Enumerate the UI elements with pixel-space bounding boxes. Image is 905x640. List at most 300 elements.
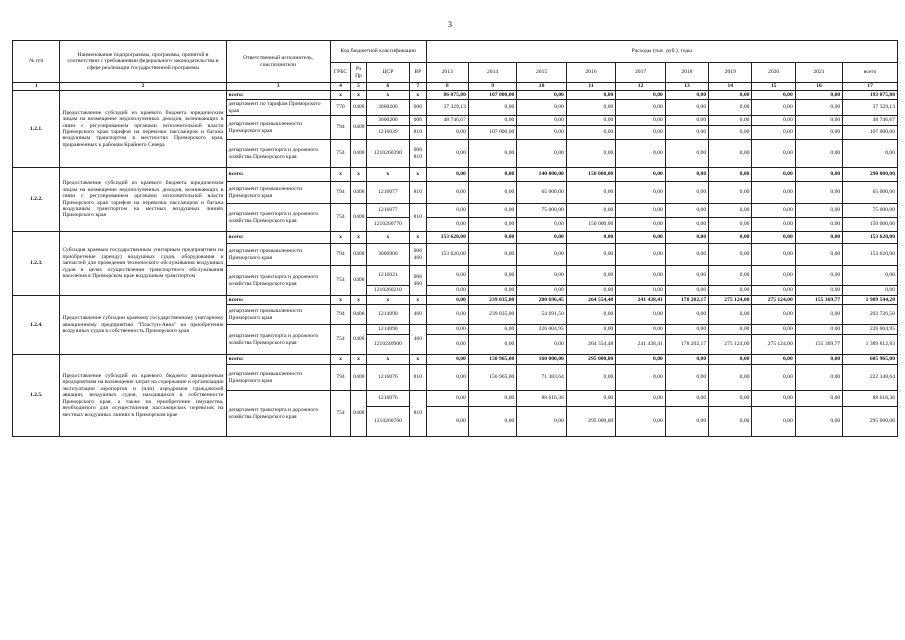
vr-cell: 006 810 — [410, 140, 427, 168]
amount-cell: 0,00 — [795, 126, 842, 140]
amount-cell: 0,00 — [426, 407, 468, 437]
amount-cell: 264 554,48 — [566, 296, 616, 305]
amount-cell: 150 965,00 — [468, 365, 516, 391]
grbs-cell: 794 — [330, 365, 351, 391]
amount-cell: 0,00 — [468, 140, 516, 168]
amount-cell: 0,00 — [426, 286, 468, 296]
amount-cell: 75 000,00 — [517, 204, 567, 218]
amount-cell: 0,00 — [566, 305, 616, 325]
vr-cell: 810 — [410, 204, 427, 232]
csr-cell: х — [366, 91, 409, 100]
amount-cell: 48 746,67 — [843, 116, 898, 126]
amount-cell: 0,00 — [517, 140, 567, 168]
rzpr-cell: х — [351, 232, 366, 244]
rzpr-cell: 0408 — [351, 204, 366, 232]
amount-cell: 0,00 — [795, 365, 842, 391]
rzpr-cell: 0408 — [351, 305, 366, 325]
amount-cell: 193 075,80 — [843, 91, 898, 100]
amount-cell: 48 746,67 — [426, 116, 468, 126]
amount-cell: 0,00 — [665, 232, 708, 244]
amount-cell: 0,00 — [616, 305, 666, 325]
grbs-cell: х — [330, 296, 351, 305]
rzpr-cell: 0408 — [351, 365, 366, 391]
header-year-col: 2018 — [665, 63, 708, 83]
amount-cell: 0,00 — [752, 140, 795, 168]
amount-cell: 0,00 — [616, 182, 666, 204]
column-index-cell: 14 — [709, 83, 752, 91]
amount-cell: 1 909 544,28 — [843, 296, 898, 305]
amount-cell: 275 124,00 — [752, 296, 795, 305]
amount-cell: 0,00 — [665, 168, 708, 182]
header-year-col: всего — [843, 63, 898, 83]
amount-cell: 0,00 — [843, 286, 898, 296]
column-index-cell: 11 — [566, 83, 616, 91]
amount-cell: 0,00 — [752, 407, 795, 437]
amount-cell: 0,00 — [468, 266, 516, 286]
amount-cell: 295 000,00 — [843, 407, 898, 437]
amount-cell: 0,00 — [665, 391, 708, 407]
amount-cell: 0,00 — [517, 407, 567, 437]
amount-cell: 0,00 — [665, 286, 708, 296]
amount-cell: 0,00 — [843, 266, 898, 286]
amount-cell: 150 000,00 — [566, 168, 616, 182]
amount-cell: 71 383,64 — [517, 365, 567, 391]
amount-cell: 0,00 — [566, 286, 616, 296]
rzpr-cell: 0408 — [351, 116, 366, 140]
amount-cell: 0,00 — [468, 335, 516, 355]
header-name: Наименование подпрограммы, программы, принятой в соответствии с требованиями федерального законодательства в сфере реализации государственной программы — [60, 41, 226, 83]
amount-cell: 0,00 — [795, 305, 842, 325]
amount-cell: 0,00 — [795, 232, 842, 244]
csr-cell: 1216021 — [366, 266, 409, 286]
csr-cell: 3000200 — [366, 116, 409, 126]
amount-cell: 86 075,80 — [426, 91, 468, 100]
executor-cell: департамент транспорта и дорожного хозяйства Приморского края — [226, 391, 330, 437]
grbs-cell: 794 — [330, 116, 351, 140]
rzpr-cell: х — [351, 91, 366, 100]
vr-cell: х — [410, 296, 427, 305]
amount-cell: 0,00 — [709, 365, 752, 391]
vr-cell: х — [410, 168, 427, 182]
rzpr-cell: 0408 — [351, 100, 366, 116]
section-name: Предоставление субсидий из краевого бюджета юридическим лицам на возмещение недополученных доходов, возникающих в связи с регулированием органами исполнительной власти Приморского края тарифов на перевозки пассажиров и багажа воздушным транспортом в местностях Приморского края, приравненных к районам Крайнего Севера — [60, 91, 226, 168]
grbs-cell: 754 — [330, 325, 351, 355]
vr-cell: 006 — [410, 100, 427, 116]
executor-cell: департамент промышленности Приморского края — [226, 244, 330, 266]
grbs-cell: 754 — [330, 391, 351, 437]
amount-cell: 0,00 — [468, 244, 516, 266]
rzpr-cell: х — [351, 168, 366, 182]
table-row — [13, 91, 898, 100]
rzpr-cell: х — [351, 296, 366, 305]
amount-cell: 0,00 — [426, 325, 468, 335]
amount-cell: 0,00 — [709, 116, 752, 126]
amount-cell: 0,00 — [566, 140, 616, 168]
header-year-col: 2020 — [752, 63, 795, 83]
column-index-cell: 4 — [330, 83, 351, 91]
amount-cell: 0,00 — [709, 91, 752, 100]
amount-cell: 295 000,00 — [566, 355, 616, 365]
amount-cell: 160 000,00 — [517, 355, 567, 365]
executor-cell: департамент промышленности Приморского края — [226, 365, 330, 391]
amount-cell: 0,00 — [665, 204, 708, 218]
csr-cell: 1214090 — [366, 305, 409, 325]
amount-cell: 0,00 — [616, 266, 666, 286]
amount-cell: 0,00 — [752, 325, 795, 335]
amount-cell: 0,00 — [843, 140, 898, 168]
amount-cell: 0,00 — [795, 204, 842, 218]
amount-cell: 0,00 — [752, 365, 795, 391]
amount-cell: 0,00 — [616, 204, 666, 218]
csr-cell: 1210260770 — [366, 218, 409, 232]
amount-cell: 0,00 — [752, 305, 795, 325]
amount-cell: 0,00 — [752, 116, 795, 126]
amount-cell: 0,00 — [566, 204, 616, 218]
amount-cell: 0,00 — [795, 391, 842, 407]
amount-cell: 0,00 — [426, 182, 468, 204]
column-index-cell: 7 — [410, 83, 427, 91]
vr-cell: х — [410, 355, 427, 365]
amount-cell: 0,00 — [616, 325, 666, 335]
amount-cell: 0,00 — [616, 116, 666, 126]
amount-cell: 0,00 — [517, 232, 567, 244]
amount-cell: 0,00 — [616, 140, 666, 168]
amount-cell: 264 554,48 — [566, 335, 616, 355]
grbs-cell: х — [330, 91, 351, 100]
grbs-cell: х — [330, 168, 351, 182]
amount-cell: 0,00 — [709, 244, 752, 266]
amount-cell: 1 389 812,83 — [843, 335, 898, 355]
vr-cell: 460 — [410, 325, 427, 355]
amount-cell: 107 000,00 — [843, 126, 898, 140]
column-index-row — [13, 83, 898, 91]
rzpr-cell: 0408 — [351, 266, 366, 296]
amount-cell: 0,00 — [566, 365, 616, 391]
amount-cell: 0,00 — [709, 182, 752, 204]
header-executor: Ответственный исполнитель, соисполнители — [226, 41, 330, 83]
amount-cell: 0,00 — [566, 116, 616, 126]
amount-cell: 0,00 — [426, 296, 468, 305]
vr-cell: 006 — [410, 116, 427, 126]
amount-cell: 0,00 — [616, 355, 666, 365]
amount-cell: 275 124,00 — [752, 335, 795, 355]
executor-cell: всего: — [226, 232, 330, 244]
amount-cell: 107 000,00 — [468, 126, 516, 140]
amount-cell: 0,00 — [665, 182, 708, 204]
amount-cell: 0,00 — [795, 355, 842, 365]
vr-cell: 460 — [410, 305, 427, 325]
amount-cell: 0,00 — [709, 168, 752, 182]
csr-cell: 1216077 — [366, 204, 409, 218]
amount-cell: 0,00 — [752, 244, 795, 266]
csr-cell: х — [366, 232, 409, 244]
header-year-col: 2013 — [426, 63, 468, 83]
amount-cell: 0,00 — [468, 407, 516, 437]
amount-cell: 0,00 — [665, 305, 708, 325]
header-year-col: 2021 — [795, 63, 842, 83]
amount-cell: 140 000,00 — [517, 168, 567, 182]
executor-cell: всего: — [226, 91, 330, 100]
table-header — [13, 41, 898, 91]
amount-cell: 295 000,00 — [566, 407, 616, 437]
amount-cell: 75 000,00 — [843, 204, 898, 218]
header-year-col: 2017 — [616, 63, 666, 83]
amount-cell: 0,00 — [426, 335, 468, 355]
amount-cell: 0,00 — [468, 168, 516, 182]
executor-cell: всего: — [226, 355, 330, 365]
amount-cell: 0,00 — [665, 100, 708, 116]
rzpr-cell: 0408 — [351, 325, 366, 355]
executor-cell: департамент транспорта и дорожного хозяйства Приморского края — [226, 140, 330, 168]
amount-cell: 150 965,00 — [468, 355, 516, 365]
amount-cell: 0,00 — [616, 232, 666, 244]
vr-cell: 810 — [410, 391, 427, 437]
amount-cell: 0,00 — [752, 286, 795, 296]
amount-cell: 0,00 — [426, 126, 468, 140]
header-code-col: ВР — [410, 63, 427, 83]
amount-cell: 0,00 — [517, 116, 567, 126]
csr-cell: 1214090 — [366, 325, 409, 335]
header-year-col: 2016 — [566, 63, 616, 83]
section-number: 1.2.3. — [13, 232, 60, 296]
amount-cell: 0,00 — [665, 126, 708, 140]
amount-cell: 0,00 — [795, 244, 842, 266]
section-name: Предоставление субсидий из краевого бюджета авиационным предприятиям на возмещение затрат на содержание и организацию эксплуатации аэропортов и (или) аэродромов гражданской авиации, воздушных судов, находящихся в собственности Приморского края, а также на приобретение имущества, необходимого для осуществления пассажирских перевозок на местных воздушных линиях в Приморском крае — [60, 355, 226, 437]
amount-cell: 0,00 — [665, 325, 708, 335]
csr-cell: 1216076 — [366, 365, 409, 391]
amount-cell: 0,00 — [566, 266, 616, 286]
rzpr-cell: 0408 — [351, 244, 366, 266]
amount-cell: 0,00 — [616, 218, 666, 232]
amount-cell: 0,00 — [795, 218, 842, 232]
amount-cell: 88 616,36 — [843, 391, 898, 407]
amount-cell: 0,00 — [517, 91, 567, 100]
amount-cell: 0,00 — [426, 355, 468, 365]
amount-cell: 65 000,00 — [517, 182, 567, 204]
amount-cell: 155 369,77 — [795, 335, 842, 355]
rzpr-cell: 0408 — [351, 391, 366, 437]
amount-cell: 0,00 — [752, 126, 795, 140]
amount-cell: 275 124,00 — [709, 296, 752, 305]
executor-cell: департамент промышленности Приморского края — [226, 182, 330, 204]
rzpr-cell: 0408 — [351, 182, 366, 204]
rzpr-cell: 0408 — [351, 140, 366, 168]
amount-cell: 0,00 — [566, 100, 616, 116]
grbs-cell: 754 — [330, 140, 351, 168]
column-index-cell: 10 — [517, 83, 567, 91]
amount-cell: 54 691,50 — [517, 305, 567, 325]
amount-cell: 0,00 — [752, 204, 795, 218]
header-code-col: ГРБС — [330, 63, 351, 83]
amount-cell: 150 000,00 — [566, 218, 616, 232]
amount-cell: 0,00 — [665, 116, 708, 126]
amount-cell: 153 620,00 — [843, 232, 898, 244]
grbs-cell: 794 — [330, 182, 351, 204]
amount-cell: 0,00 — [426, 218, 468, 232]
amount-cell: 0,00 — [752, 218, 795, 232]
amount-cell: 0,00 — [752, 355, 795, 365]
section-name: Предоставление субсидий из краевого бюджета юридическим лицам на возмещение недополученных доходов, возникающих в связи с регулированием органами исполнительной власти Приморского края тарифов на перевозки пассажиров и багажа воздушным транспортом на местных воздушных линиях Приморского края — [60, 168, 226, 232]
table-row — [13, 355, 898, 365]
vr-cell: х — [410, 91, 427, 100]
amount-cell: 0,00 — [665, 140, 708, 168]
header-year-col: 2015 — [517, 63, 567, 83]
section-name: Предоставление субсидии краевому государственному унитарному авиационному предприятию "Пластун-Авиа" на приобретение воздушных судов в собственность Приморского края — [60, 296, 226, 355]
csr-cell: х — [366, 355, 409, 365]
amount-cell: 0,00 — [616, 126, 666, 140]
amount-cell: 0,00 — [517, 286, 567, 296]
amount-cell: 0,00 — [616, 168, 666, 182]
amount-cell: 241 438,41 — [616, 335, 666, 355]
amount-cell: 0,00 — [795, 266, 842, 286]
amount-cell: 88 616,36 — [517, 391, 567, 407]
executor-cell: департамент промышленности Приморского края — [226, 305, 330, 325]
header-code-col: ЦСР — [366, 63, 409, 83]
amount-cell: 0,00 — [517, 126, 567, 140]
amount-cell: 0,00 — [709, 391, 752, 407]
amount-cell: 0,00 — [795, 325, 842, 335]
amount-cell: 155 369,77 — [795, 296, 842, 305]
amount-cell: 0,00 — [795, 286, 842, 296]
csr-cell: 1216076 — [366, 391, 409, 407]
header-code-col: Рз Пр — [351, 63, 366, 83]
column-index-cell: 6 — [366, 83, 409, 91]
amount-cell: 0,00 — [616, 91, 666, 100]
amount-cell: 0,00 — [426, 266, 468, 286]
amount-cell: 0,00 — [616, 100, 666, 116]
amount-cell: 0,00 — [665, 407, 708, 437]
amount-cell: 0,00 — [616, 391, 666, 407]
amount-cell: 150 000,00 — [843, 218, 898, 232]
header-code-group: Код бюджетной классификации — [330, 41, 426, 63]
amount-cell: 0,00 — [426, 305, 468, 325]
amount-cell: 0,00 — [709, 204, 752, 218]
vr-cell: х — [410, 232, 427, 244]
amount-cell: 290 000,00 — [843, 168, 898, 182]
amount-cell: 0,00 — [616, 407, 666, 437]
amount-cell: 0,00 — [709, 126, 752, 140]
amount-cell: 226 004,95 — [517, 325, 567, 335]
amount-cell: 0,00 — [795, 116, 842, 126]
csr-cell: х — [366, 296, 409, 305]
amount-cell: 0,00 — [426, 365, 468, 391]
grbs-cell: 754 — [330, 204, 351, 232]
amount-cell: 0,00 — [517, 244, 567, 266]
column-index-cell: 16 — [795, 83, 842, 91]
amount-cell: 0,00 — [566, 126, 616, 140]
vr-cell: 810 — [410, 365, 427, 391]
amount-cell: 0,00 — [616, 244, 666, 266]
column-index-cell: 5 — [351, 83, 366, 91]
amount-cell: 0,00 — [795, 140, 842, 168]
csr-cell: 1216039 — [366, 126, 409, 140]
column-index-cell: 2 — [60, 83, 226, 91]
amount-cell: 241 438,41 — [616, 296, 666, 305]
csr-cell: 1210260390 — [366, 140, 409, 168]
csr-cell: 1210260760 — [366, 407, 409, 437]
vr-cell: 810 — [410, 126, 427, 140]
vr-cell: 006 460 — [410, 266, 427, 296]
amount-cell: 0,00 — [665, 244, 708, 266]
amount-cell: 275 124,00 — [709, 335, 752, 355]
amount-cell: 0,00 — [709, 218, 752, 232]
amount-cell: 0,00 — [752, 168, 795, 182]
amount-cell: 0,00 — [709, 355, 752, 365]
amount-cell: 0,00 — [752, 182, 795, 204]
amount-cell: 0,00 — [795, 91, 842, 100]
amount-cell: 0,00 — [709, 305, 752, 325]
amount-cell: 0,00 — [665, 218, 708, 232]
amount-cell: 0,00 — [709, 266, 752, 286]
amount-cell: 0,00 — [468, 182, 516, 204]
csr-cell: 3000900 — [366, 244, 409, 266]
amount-cell: 0,00 — [468, 232, 516, 244]
amount-cell: 0,00 — [566, 391, 616, 407]
amount-cell: 0,00 — [795, 168, 842, 182]
amount-cell: 0,00 — [795, 182, 842, 204]
page-number: 3 — [448, 20, 452, 29]
amount-cell: 0,00 — [795, 407, 842, 437]
amount-cell: 0,00 — [752, 266, 795, 286]
column-index-cell: 17 — [843, 83, 898, 91]
column-index-cell: 8 — [426, 83, 468, 91]
amount-cell: 0,00 — [616, 365, 666, 391]
executor-cell: всего: — [226, 168, 330, 182]
amount-cell: 0,00 — [752, 91, 795, 100]
amount-cell: 0,00 — [566, 232, 616, 244]
header-year-col: 2019 — [709, 63, 752, 83]
csr-cell: 3000200 — [366, 100, 409, 116]
amount-cell: 0,00 — [426, 168, 468, 182]
section-number: 1.2.5. — [13, 355, 60, 437]
amount-cell: 65 000,00 — [843, 182, 898, 204]
amount-cell: 0,00 — [468, 100, 516, 116]
csr-cell: 1210240900 — [366, 335, 409, 355]
amount-cell: 0,00 — [709, 100, 752, 116]
amount-cell: 222 348,64 — [843, 365, 898, 391]
amount-cell: 153 620,00 — [426, 244, 468, 266]
column-index-cell: 9 — [468, 83, 516, 91]
amount-cell: 226 004,95 — [843, 325, 898, 335]
amount-cell: 0,00 — [426, 391, 468, 407]
header-year-col: 2014 — [468, 63, 516, 83]
amount-cell: 153 620,00 — [426, 232, 468, 244]
amount-cell: 0,00 — [566, 91, 616, 100]
amount-cell: 37 329,13 — [843, 100, 898, 116]
amount-cell: 605 965,00 — [843, 355, 898, 365]
amount-cell: 0,00 — [468, 325, 516, 335]
amount-cell: 178 202,17 — [665, 335, 708, 355]
amount-cell: 0,00 — [665, 91, 708, 100]
amount-cell: 0,00 — [426, 140, 468, 168]
vr-cell: 810 — [410, 182, 427, 204]
executor-cell: департамент промышленности Приморского края — [226, 116, 330, 140]
table-row — [13, 232, 898, 244]
amount-cell: 0,00 — [709, 407, 752, 437]
column-index-cell: 1 — [13, 83, 60, 91]
table-row — [13, 168, 898, 182]
rzpr-cell: х — [351, 355, 366, 365]
grbs-cell: 770 — [330, 100, 351, 116]
amount-cell: 239 035,00 — [468, 296, 516, 305]
amount-cell: 0,00 — [752, 232, 795, 244]
header-num: № п/п — [13, 41, 60, 83]
executor-cell: всего: — [226, 296, 330, 305]
vr-cell: 006 460 — [410, 244, 427, 266]
grbs-cell: х — [330, 232, 351, 244]
amount-cell: 0,00 — [709, 286, 752, 296]
executor-cell: департамент транспорта и дорожного хозяйства Приморского края — [226, 325, 330, 355]
